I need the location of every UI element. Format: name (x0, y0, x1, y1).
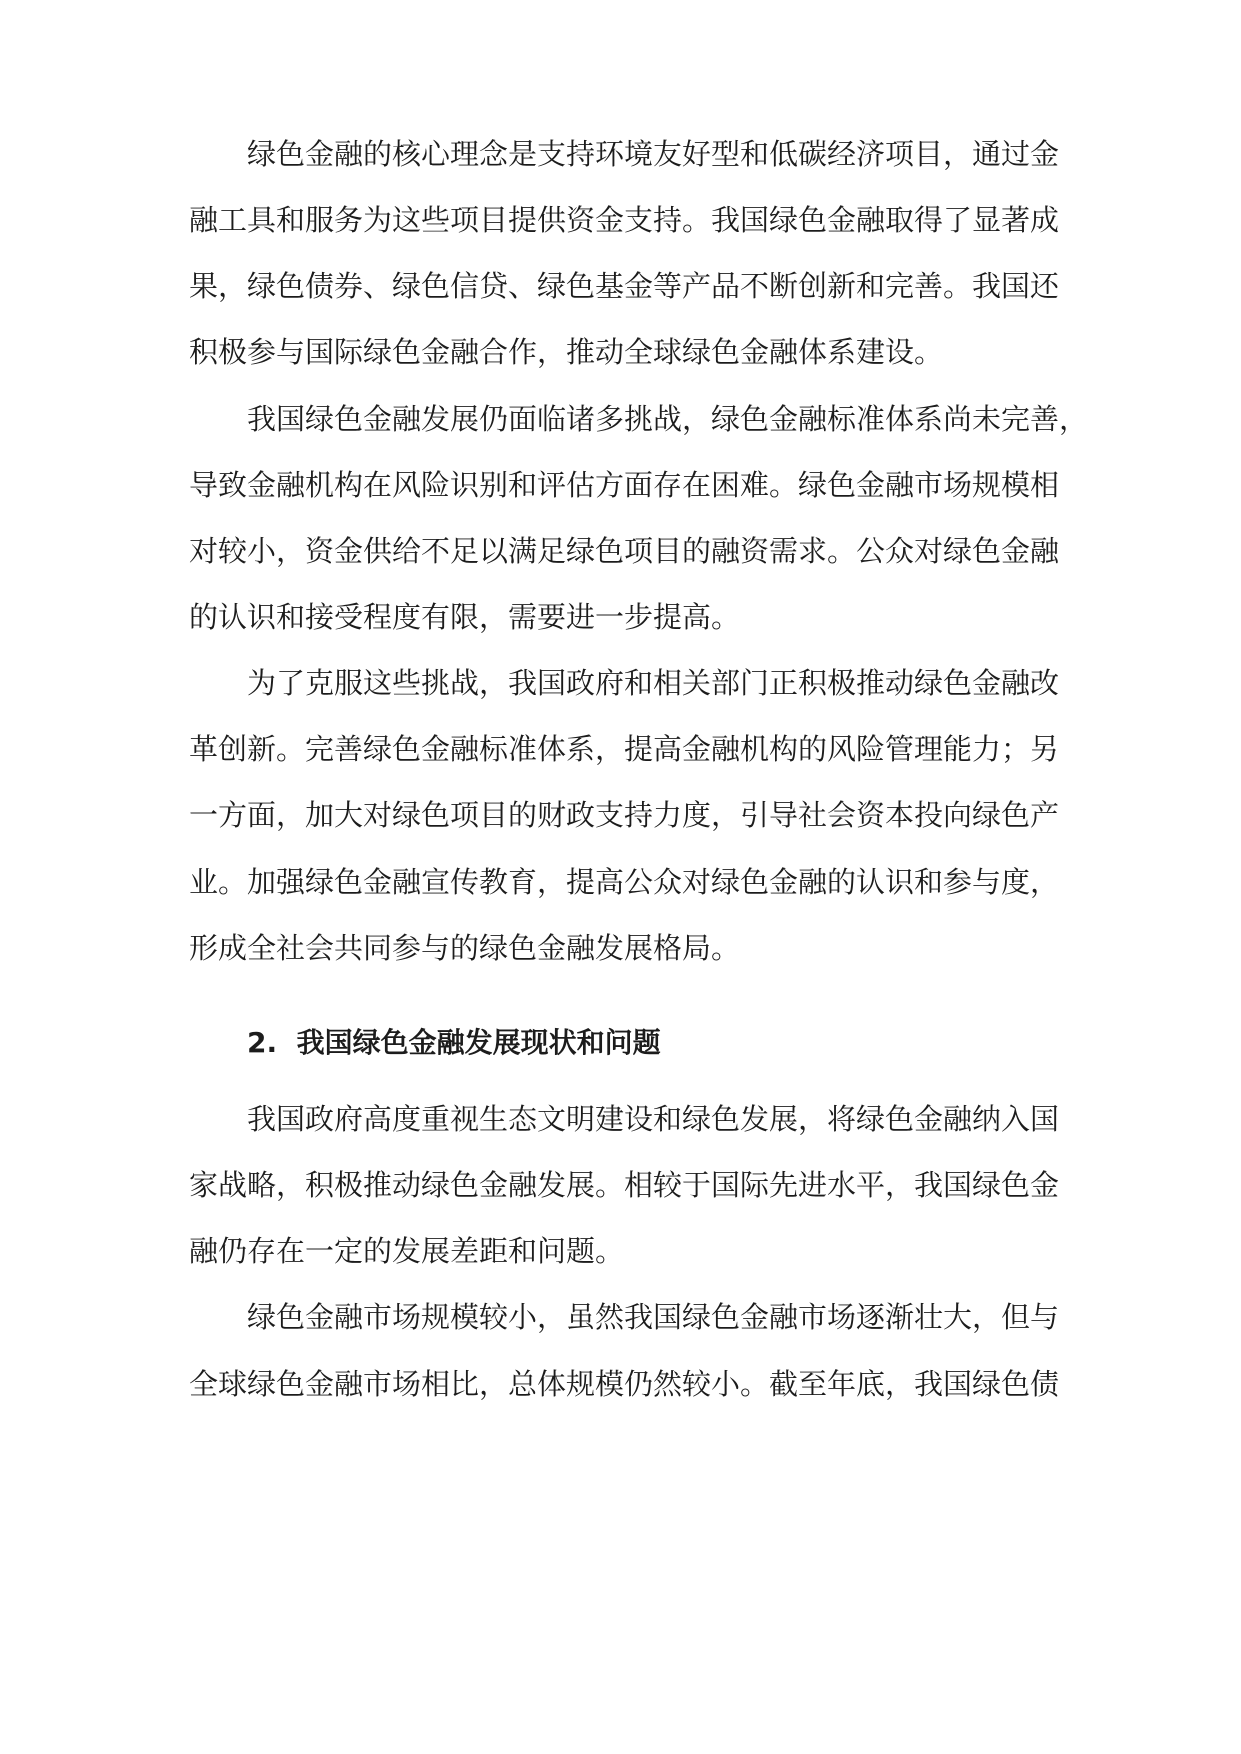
paragraph-1-line-4: 积极参与国际绿色金融合作，推动全球绿色金融体系建设。 (189, 335, 944, 369)
paragraph-1-line-3: 果，绿色债券、绿色信贷、绿色基金等产品不断创新和完善。我国还 (189, 269, 1060, 303)
section-title: 我国绿色金融发展现状和问题 (296, 1026, 661, 1059)
section-number: 2. (247, 1026, 278, 1059)
paragraph-4-line-3: 融仍存在一定的发展差距和问题。 (189, 1234, 625, 1268)
paragraph-2-line-3: 对较小，资金供给不足以满足绿色项目的融资需求。公众对绿色金融 (189, 534, 1060, 568)
paragraph-3-line-1: 为了克服这些挑战，我国政府和相关部门正积极推动绿色金融改 (247, 666, 1060, 700)
paragraph-2-line-4: 的认识和接受程度有限，需要进一步提高。 (189, 600, 741, 634)
paragraph-2-line-2: 导致金融机构在风险识别和评估方面存在困难。绿色金融市场规模相 (189, 468, 1060, 502)
paragraph-5-line-2: 全球绿色金融市场相比，总体规模仍然较小。截至年底，我国绿色债 (189, 1367, 1060, 1401)
paragraph-4-line-2: 家战略，积极推动绿色金融发展。相较于国际先进水平，我国绿色金 (189, 1168, 1060, 1202)
paragraph-3-line-4: 业。加强绿色金融宣传教育，提高公众对绿色金融的认识和参与度， (189, 865, 1060, 899)
paragraph-3-line-5: 形成全社会共同参与的绿色金融发展格局。 (189, 931, 741, 965)
paragraph-2-line-1: 我国绿色金融发展仍面临诸多挑战，绿色金融标准体系尚未完善， (247, 402, 1089, 436)
paragraph-1-line-1: 绿色金融的核心理念是支持环境友好型和低碳经济项目，通过金 (247, 137, 1060, 171)
paragraph-1-line-2: 融工具和服务为这些项目提供资金支持。我国绿色金融取得了显著成 (189, 203, 1060, 237)
paragraph-5-line-1: 绿色金融市场规模较小，虽然我国绿色金融市场逐渐壮大，但与 (247, 1300, 1060, 1334)
paragraph-4-line-1: 我国政府高度重视生态文明建设和绿色发展，将绿色金融纳入国 (247, 1102, 1060, 1136)
paragraph-3-line-2: 革创新。完善绿色金融标准体系，提高金融机构的风险管理能力；另 (189, 732, 1060, 766)
paragraph-3-line-3: 一方面，加大对绿色项目的财政支持力度，引导社会资本投向绿色产 (189, 798, 1060, 832)
section-heading (247, 1016, 1047, 1070)
